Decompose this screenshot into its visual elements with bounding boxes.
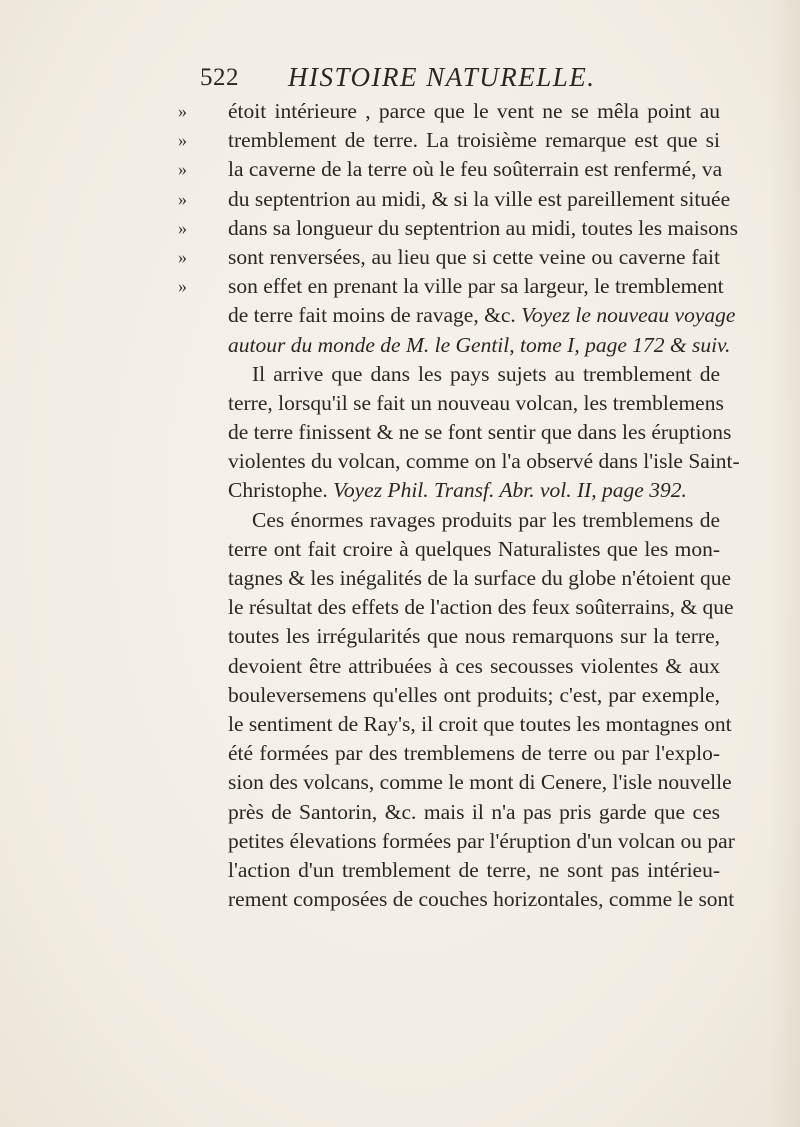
text-line <box>200 768 732 797</box>
italic-reference: Voyez le nouveau voyage <box>521 303 736 328</box>
line-text: tremblement de terre. La troisième remarque est que si <box>228 128 720 153</box>
line-text: terre, lorsqu'il se fait un nouveau volcan, les tremblemens <box>228 390 724 415</box>
line-text: été formées par des tremblemens de terre ou par l'explo- <box>228 741 720 766</box>
text-line <box>178 243 720 272</box>
text-line <box>200 885 735 914</box>
quotation-mark: » <box>178 246 187 267</box>
line-text: sion des volcans, comme le mont di Cenere, l'isle nouvelle <box>228 770 732 795</box>
line-text: du septentrion au midi, & si la ville est pareillement située <box>228 186 731 211</box>
text-line <box>200 476 720 505</box>
quotation-mark: » <box>178 188 187 209</box>
text-line <box>200 418 732 447</box>
italic-reference: autour du monde de M. le Gentil, tome I, page 172 & suiv. <box>228 332 731 357</box>
line-text: sont renversées, au lieu que si cette veine ou caverne fait <box>228 244 720 269</box>
line-text: Il arrive que dans les pays sujets au tremblement de <box>252 361 720 386</box>
text-line <box>200 827 735 856</box>
quotation-mark: » <box>178 130 187 151</box>
text-line <box>200 360 720 389</box>
line-text: dans sa longueur du septentrion au midi, toutes les maisons <box>228 215 738 240</box>
text-line <box>200 622 720 651</box>
quotation-mark: » <box>178 101 187 121</box>
page-number: 522 <box>200 64 239 91</box>
line-text: son effet en prenant la ville par sa largeur, le tremblement <box>228 274 724 299</box>
text-line <box>200 447 740 476</box>
text-line <box>200 389 724 418</box>
line-text: l'action d'un tremblement de terre, ne sont pas intérieu- <box>228 857 720 882</box>
quotation-mark: » <box>178 276 187 297</box>
line-text: devoient être attribuées à ces secousses violentes & aux <box>228 653 720 678</box>
line-text: Ces énormes ravages produits par les tremblemens de <box>252 507 720 532</box>
text-line <box>178 214 738 243</box>
text-line <box>178 155 723 184</box>
text-line <box>200 798 720 827</box>
line-text: la caverne de la terre où le feu soûterrain est renfermé, va <box>228 157 723 182</box>
text-line <box>200 856 720 885</box>
line-text: Christophe. <box>228 478 328 503</box>
line-text: tagnes & les inégalités de la surface du globe n'étoient que <box>228 566 731 590</box>
text-line <box>200 739 720 768</box>
running-title: HISTOIRE NATURELLE. <box>288 62 596 92</box>
line-text: étoit intérieure , parce que le vent ne se mêla point au <box>228 99 720 123</box>
text-line <box>200 535 720 564</box>
text-line <box>200 564 731 593</box>
text-line <box>200 331 731 360</box>
text-line <box>178 185 731 214</box>
italic-reference: Voyez Phil. Transf. Abr. vol. II, page 392. <box>333 478 687 503</box>
text-line <box>200 593 734 622</box>
text-line <box>200 506 720 535</box>
text-line <box>200 301 736 330</box>
quotation-mark: » <box>178 217 187 238</box>
text-line <box>178 126 720 155</box>
line-text: rement composées de couches horizontales, comme le sont <box>228 887 735 912</box>
line-text: toutes les irrégularités que nous remarquons sur la terre, <box>228 624 720 649</box>
page-edge-shadow <box>770 0 800 1127</box>
text-line <box>178 97 720 126</box>
body-text <box>178 97 740 914</box>
line-text: terre ont fait croire à quelques Naturalistes que les mon- <box>228 536 720 561</box>
text-line <box>200 681 720 710</box>
line-text: bouleversemens qu'elles ont produits; c'est, par exemple, <box>228 682 720 707</box>
text-line <box>178 272 724 301</box>
text-line <box>200 652 720 681</box>
line-text: petites élevations formées par l'éruption d'un volcan ou par <box>228 828 735 853</box>
line-text: de terre finissent & ne se font sentir que dans les éruptions <box>228 420 732 445</box>
page-header <box>200 62 720 96</box>
line-text: le sentiment de Ray's, il croit que toutes les montagnes ont <box>228 711 732 736</box>
line-text: près de Santorin, &c. mais il n'a pas pris garde que ces <box>228 799 720 824</box>
line-text: violentes du volcan, comme on l'a observé dans l'isle Saint- <box>228 449 740 474</box>
line-text: le résultat des effets de l'action des feux soûterrains, & que <box>228 595 734 620</box>
line-text: de terre fait moins de ravage, &c. <box>228 303 516 328</box>
text-line <box>200 710 732 739</box>
quotation-mark: » <box>178 159 187 180</box>
